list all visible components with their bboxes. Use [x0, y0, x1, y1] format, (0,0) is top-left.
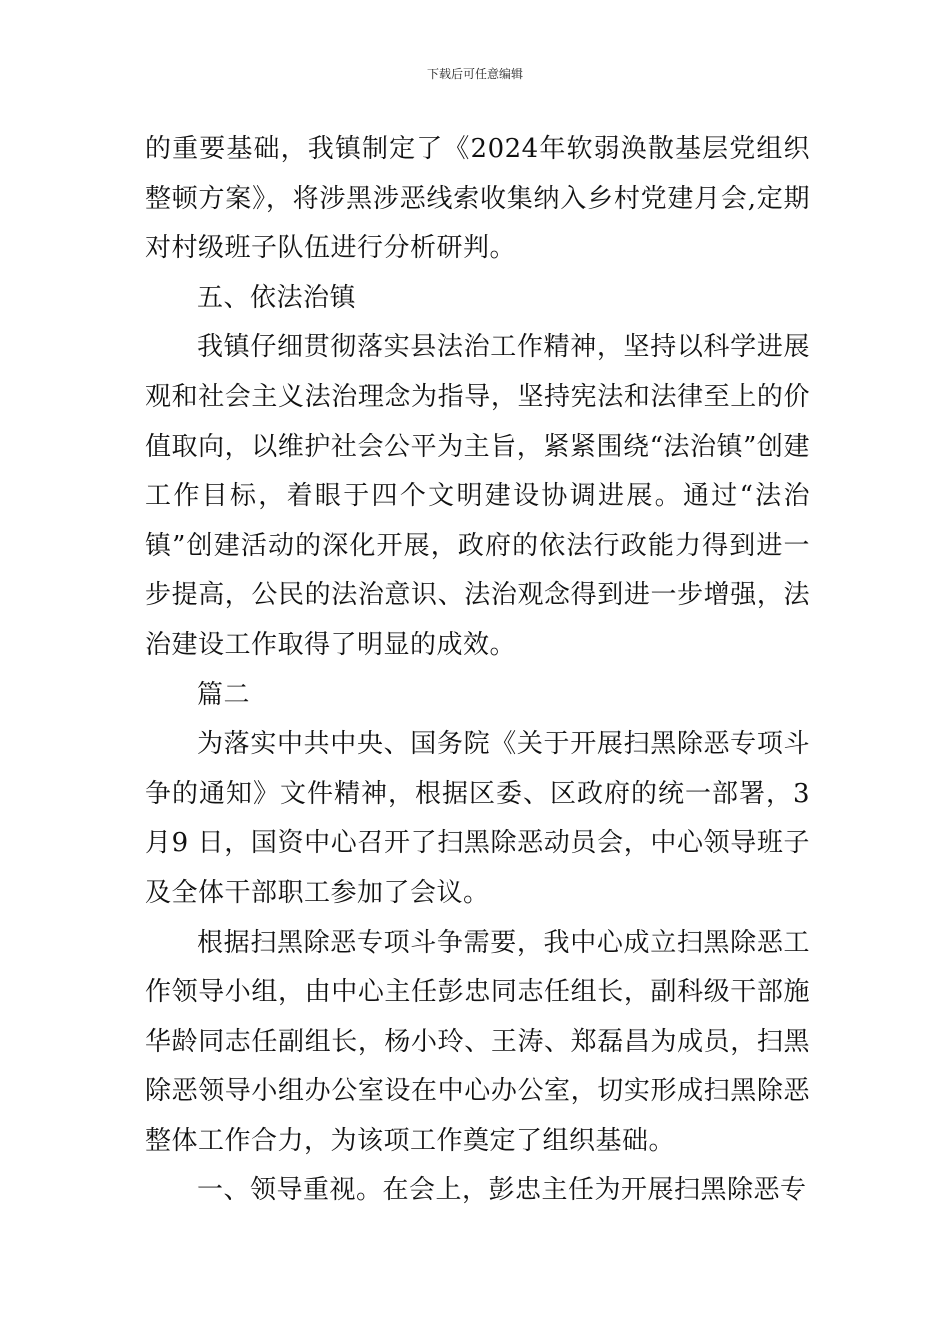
section-heading: 五、依法治镇 — [197, 282, 357, 313]
header-note: 下载后可任意编辑 — [426, 67, 523, 81]
section-heading: 篇二 — [197, 679, 251, 710]
paragraph: 根据扫黑除恶专项斗争需要，我中心成立扫黑除恶工作领导小组，由中心主任彭忠同志任组长，副科级干部施华龄同志任副组长，杨小玲、王涛、郑磊昌为成员，扫黑除恶领导小组办公室设在中心办公室，切实形成扫黑除恶整体工作合力，为该项工作奠定了组织基础。 — [145, 927, 810, 1156]
paragraph: 一、领导重视。在会上，彭忠主任为开展扫黑除恶专 — [197, 1175, 807, 1206]
paragraph: 我镇仔细贯彻落实县法治工作精神，坚持以科学进展观和社会主义法治理念为指导，坚持宪法和法律至上的价值取向，以维护社会公平为主旨，紧紧围绕“法治镇”创建工作目标，着眼于四个文明建设协调进展。通过“法治镇”创建活动的深化开展，政府的依法行政能力得到进一步提高，公民的法治意识、法治观念得到进一步增强，法治建设工作取得了明显的成效。 — [145, 332, 810, 660]
body-text — [145, 125, 810, 1216]
paragraph: 的重要基础，我镇制定了《2024年软弱涣散基层党组织整顿方案》，将涉黑涉恶线索收集纳入乡村党建月会,定期对村级班子队伍进行分析研判。 — [145, 134, 810, 264]
paragraph: 为落实中共中央、国务院《关于开展扫黑除恶专项斗争的通知》文件精神，根据区委、区政府的统一部署，3月9 日，国资中心召开了扫黑除恶动员会，中心领导班子及全体干部职工参加了会议。 — [145, 729, 810, 908]
